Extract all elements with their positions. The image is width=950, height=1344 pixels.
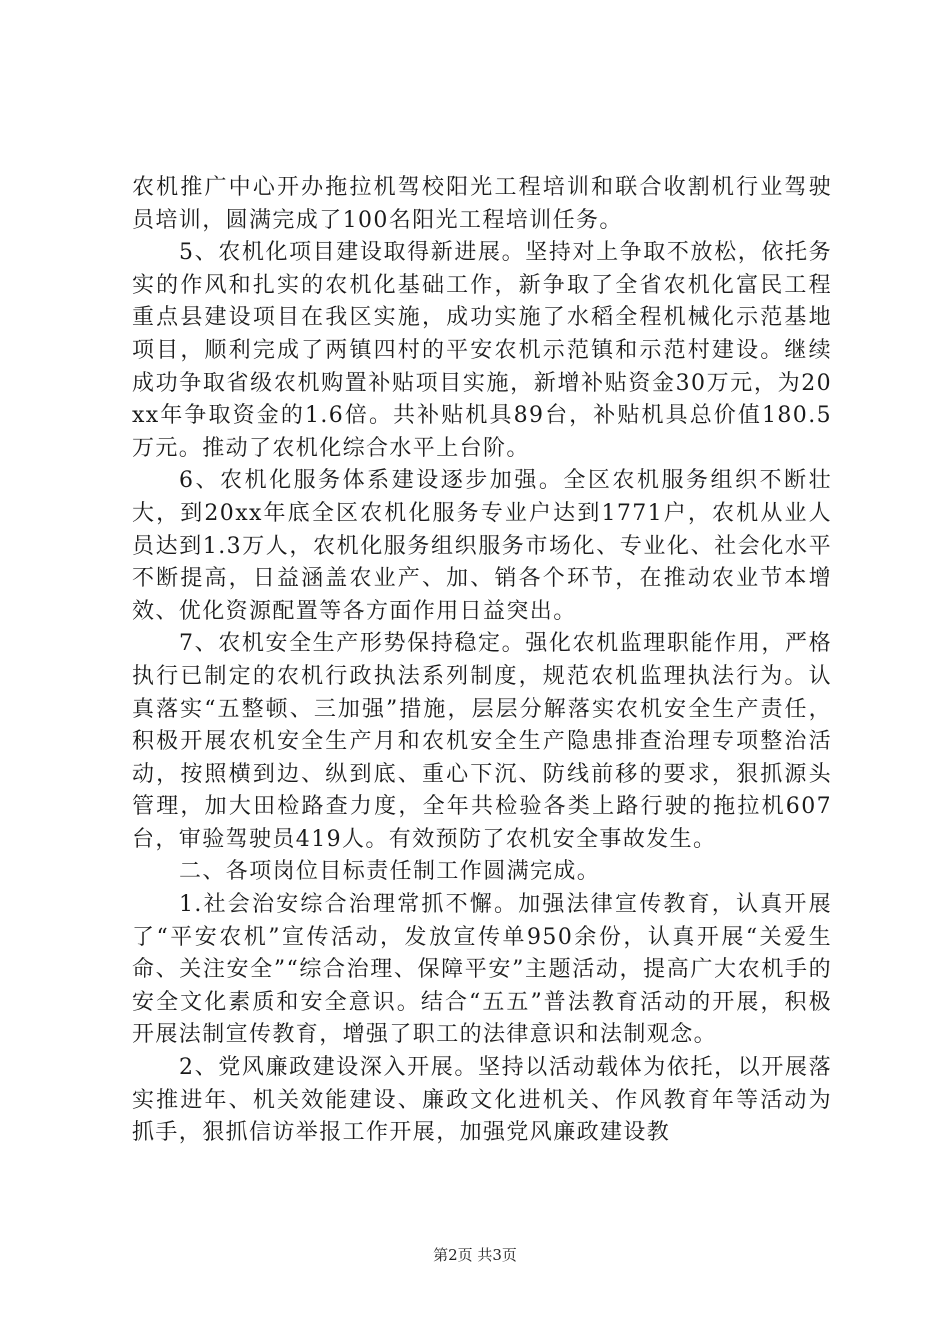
- paragraph: 5、农机化项目建设取得新进展。坚持对上争取不放松，依托务实的作风和扎实的农机化基础工作，新争取了全省农机化富民工程重点县建设项目在我区实施，成功实施了水稻全程机械化示范基地项目，顺利完成了两镇四村的平安农机示范镇和示范村建设。继续成功争取省级农机购置补贴项目实施，新增补贴资金30万元，为20xx年争取资金的1.6倍。共补贴机具89台，补贴机具总价值180.5万元。推动了农机化综合水平上台阶。: [132, 240, 832, 461]
- paragraph: 2、党风廉政建设深入开展。坚持以活动载体为依托，以开展落实推进年、机关效能建设、廉政文化进机关、作风教育年等活动为抓手，狠抓信访举报工作开展，加强党风廉政建设教: [132, 1055, 832, 1146]
- page-footer: [0, 1245, 950, 1265]
- document-body: [132, 172, 832, 1150]
- page-number: 第2页 共3页: [433, 1246, 517, 1264]
- paragraph: 6、农机化服务体系建设逐步加强。全区农机服务组织不断壮大，到20xx年底全区农机化服务专业户达到1771户，农机从业人员达到1.3万人，农机化服务组织服务市场化、专业化、社会化水平不断提高，日益涵盖农业产、加、销各个环节，在推动农业节本增效、优化资源配置等各方面作用日益突出。: [132, 468, 832, 624]
- paragraph: 农机推广中心开办拖拉机驾校阳光工程培训和联合收割机行业驾驶员培训，圆满完成了100名阳光工程培训任务。: [132, 175, 832, 233]
- section-heading: 二、各项岗位目标责任制工作圆满完成。: [179, 859, 601, 885]
- paragraph: 7、农机安全生产形势保持稳定。强化农机监理职能作用，严格执行已制定的农机行政执法系列制度，规范农机监理执法行为。认真落实“五整顿、三加强”措施，层层分解落实农机安全生产责任，积极开展农机安全生产月和农机安全生产隐患排查治理专项整治活动，按照横到边、纵到底、重心下沉、防线前移的要求，狠抓源头管理，加大田检路查力度，全年共检验各类上路行驶的拖拉机607台，审验驾驶员419人。有效预防了农机安全事故发生。: [132, 631, 832, 852]
- paragraph: 1.社会治安综合治理常抓不懈。加强法律宣传教育，认真开展了“平安农机”宣传活动，发放宣传单950余份，认真开展“关爱生命、关注安全”“综合治理、保障平安”主题活动，提高广大农机手的安全文化素质和安全意识。结合“五五”普法教育活动的开展，积极开展法制宣传教育，增强了职工的法律意识和法制观念。: [132, 892, 832, 1048]
